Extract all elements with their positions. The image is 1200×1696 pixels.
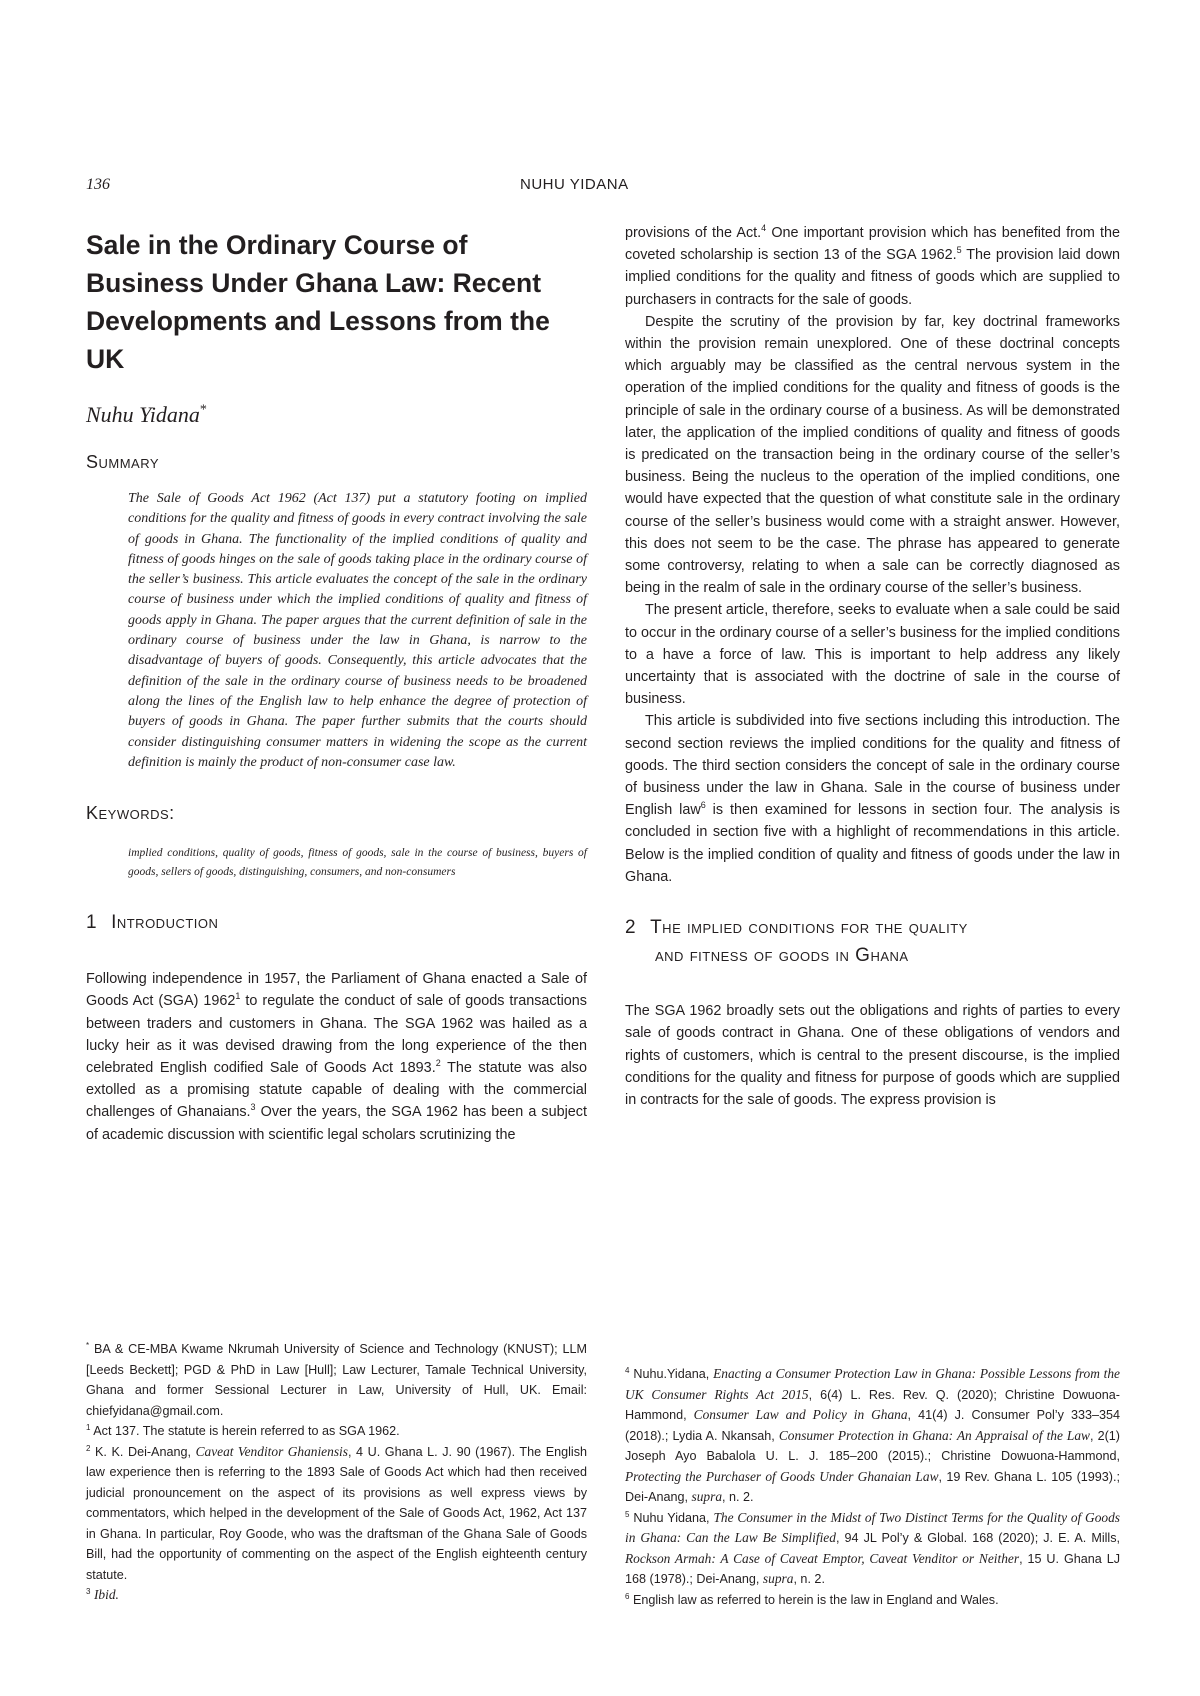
author-name: Nuhu Yidana*: [86, 402, 207, 427]
section-1-heading: 1 Introduction: [86, 912, 219, 934]
right-column: [625, 222, 1120, 1111]
author-footnote-mark: *: [199, 402, 207, 418]
footnote-star: * BA & CE-MBA Kwame Nkrumah University of Science and Technology (KNUST); LLM [Leeds Beckett]; PGD & PhD in Law [Hull]; Law Lecturer, Tamale Technical University, Ghana and former Sessional Lecturer in Law, University of Hull, UK. Email: chiefyidana@gmail.com.: [86, 1340, 588, 1418]
section-2-paragraph: The SGA 1962 broadly sets out the obligations and rights of parties to every sale of goods contract in Ghana. One of these obligations of vendors and rights of customers, which is central to the present discourse, is the implied conditions for the quality and fitness for purpose of goods which are supplied in contracts for the sale of goods. The express provision is: [625, 1003, 1120, 1108]
article-title: Sale in the Ordinary Course of Business Under Ghana Law: Recent Developments and Lessons from the UK: [86, 230, 550, 374]
intro-paragraph-4: This article is subdivided into five sections including this introduction. The second section reviews the implied conditions for the quality and fitness of goods. The third section considers the concept of sale in the ordinary course of business under the law in Ghana. Sale in the course of business under English law$^6$ is then examined for lessons in section four. The analysis is concluded in section five with a highlight of recommendations in this article. Below is the implied condition of quality and fitness of goods under the law in Ghana.: [625, 713, 1120, 885]
abstract: The Sale of Goods Act 1962 (Act 137) put a statutory footing on implied conditions for the quality and fitness of goods in every contract involving the sale of goods in Ghana. The functionality of the implied conditions of quality and fitness of goods hinges on the sale of goods taking place in the ordinary course of the seller’s business. This article evaluates the concept of the sale in the ordinary course of business under which the implied conditions of quality and fitness of goods apply in Ghana. The paper argues that the current definition of sale in the ordinary course of business under the law in Ghana, is narrow to the disadvantage of buyers of goods. Consequently, this article advocates that the definition of the sale in the ordinary course of business needs to be broadened along the lines of the English law to help enhance the degree of protection of buyers of goods in Ghana. The paper further submits that the courts should consider distinguishing consumer matters in widening the scope as the current definition is mainly the product of non-consumer case law.: [128, 491, 587, 770]
intro-paragraph-3: The present article, therefore, seeks to evaluate when a sale could be said to occur in the ordinary course of a seller’s business for the implied conditions to a have a force of law. This is important to help address any likely uncertainty that is associated with the doctrine of sale in the course of business.: [625, 602, 1120, 708]
running-head: NUHU YIDANA: [520, 176, 629, 193]
section-2-heading: 2 The implied conditions for the quality and fitness of goods in Ghana: [625, 917, 968, 967]
page-number: 136: [86, 176, 110, 193]
intro-paragraph: Following independence in 1957, the Parliament of Ghana enacted a Sale of Goods Act (SGA) 1962$^1$ to regulate the conduct of sale of goods transactions between traders and customers in Ghana. The SGA 1962 was hailed as a lucky heir as it was devised drawing from the long experience of the then celebrated English codified Sale of Goods Act 1893.$^2$ The statute was also extolled as a promising statute capable of dealing with the commercial challenges of Ghanaians.$^3$ Over the years, the SGA 1962 has been a subject of academic discussion with scientific legal scholars scrutinizing the: [86, 971, 587, 1143]
keywords-heading: Keywords:: [86, 803, 175, 824]
summary-heading: Summary: [86, 452, 160, 472]
footnotes-left: [86, 1339, 587, 1606]
keywords: implied conditions, quality of goods, fitness of goods, sale in the course of business, buyers of goods, sellers of goods, distinguishing, consumers, and non-consumers: [128, 847, 587, 879]
footnote-3: $^3$ Ibid.: [86, 1586, 119, 1602]
footnote-4: $^4$ Nuhu.Yidana, Enacting a Consumer Protection Law in Ghana: Possible Lessons from the UK Consumer Rights Act 2015, 6(4) L. Res. Rev. Q. (2020); Christine Dowuona-Hammond, Consumer Law and Policy in Ghana, 41(4) J. Consumer Pol’y 333–354 (2018).; Lydia A. Nkansah, Consumer Protection in Ghana: An Appraisal of the Law, 2(1) Joseph Ayo Babalola U. L. J. 185–200 (2015).; Christine Dowuona-Hammond, Protecting the Purchaser of Goods Under Ghanaian Law, 19 Rev. Ghana L. 105 (1993).; Dei-Anang, supra, n. 2.: [625, 1365, 1121, 1504]
footnotes-right: [625, 1364, 1120, 1610]
intro-paragraph-2: Despite the scrutiny of the provision by far, key doctrinal frameworks within the provision remain unexplored. One of these doctrinal concepts which arguably may be classified as the central nervous system in the operation of the implied conditions for the quality and fitness of goods is the principle of sale in the ordinary course of a business. As will be demonstrated later, the application of the implied conditions of quality and fitness of goods is predicated on the transaction being in the ordinary course of the seller’s business. Being the nucleus to the operation of the implied conditions, one would have expected that the question of what constitute sale in the ordinary course of the seller’s business would come with a straight answer. However, this does not seem to be the case. The phrase has appeared to generate some controversy, relating to when a sale can be correctly diagnosed as being in the realm of sale in the ordinary course of the seller’s business.: [625, 313, 1120, 597]
footnote-6: $^6$ English law as referred to herein is the law in England and Wales.: [625, 1591, 999, 1607]
footnote-2: $^2$ K. K. Dei-Anang, Caveat Venditor Ghaniensis, 4 U. Ghana L. J. 90 (1967). The English law experience then is referring to the 1893 Sale of Goods Act which had then received judicial pronouncement on the aspect of its provisions as well express views by commentators, which helped in the development of the Sale of Goods Act, 1962, Act 137 in Ghana. In particular, Roy Goode, who was the draftsman of the Ghana Sale of Goods Bill, had the opportunity of commenting on the aspect of the English eighteenth century statute.: [86, 1443, 588, 1582]
footnote-1: $^1$ Act 137. The statute is herein referred to as SGA 1962.: [86, 1422, 400, 1438]
intro-paragraph-continued: provisions of the Act.$^4$ One important provision which has benefited from the coveted scholarship is section 13 of the SGA 1962.$^5$ The provision laid down implied conditions for the quality and fitness of goods which are supplied to purchasers in contracts for the sale of goods.: [625, 223, 1120, 308]
footnote-5: $^5$ Nuhu Yidana, The Consumer in the Midst of Two Distinct Terms for the Quality of Goods in Ghana: Can the Law Be Simplified, 94 JL Pol’y & Global. 168 (2020); J. E. A. Mills, Rockson Armah: A Case of Caveat Emptor, Caveat Venditor or Neither, 15 U. Ghana LJ 168 (1978).; Dei-Anang, supra, n. 2.: [625, 1509, 1121, 1586]
left-column: [86, 226, 587, 1146]
